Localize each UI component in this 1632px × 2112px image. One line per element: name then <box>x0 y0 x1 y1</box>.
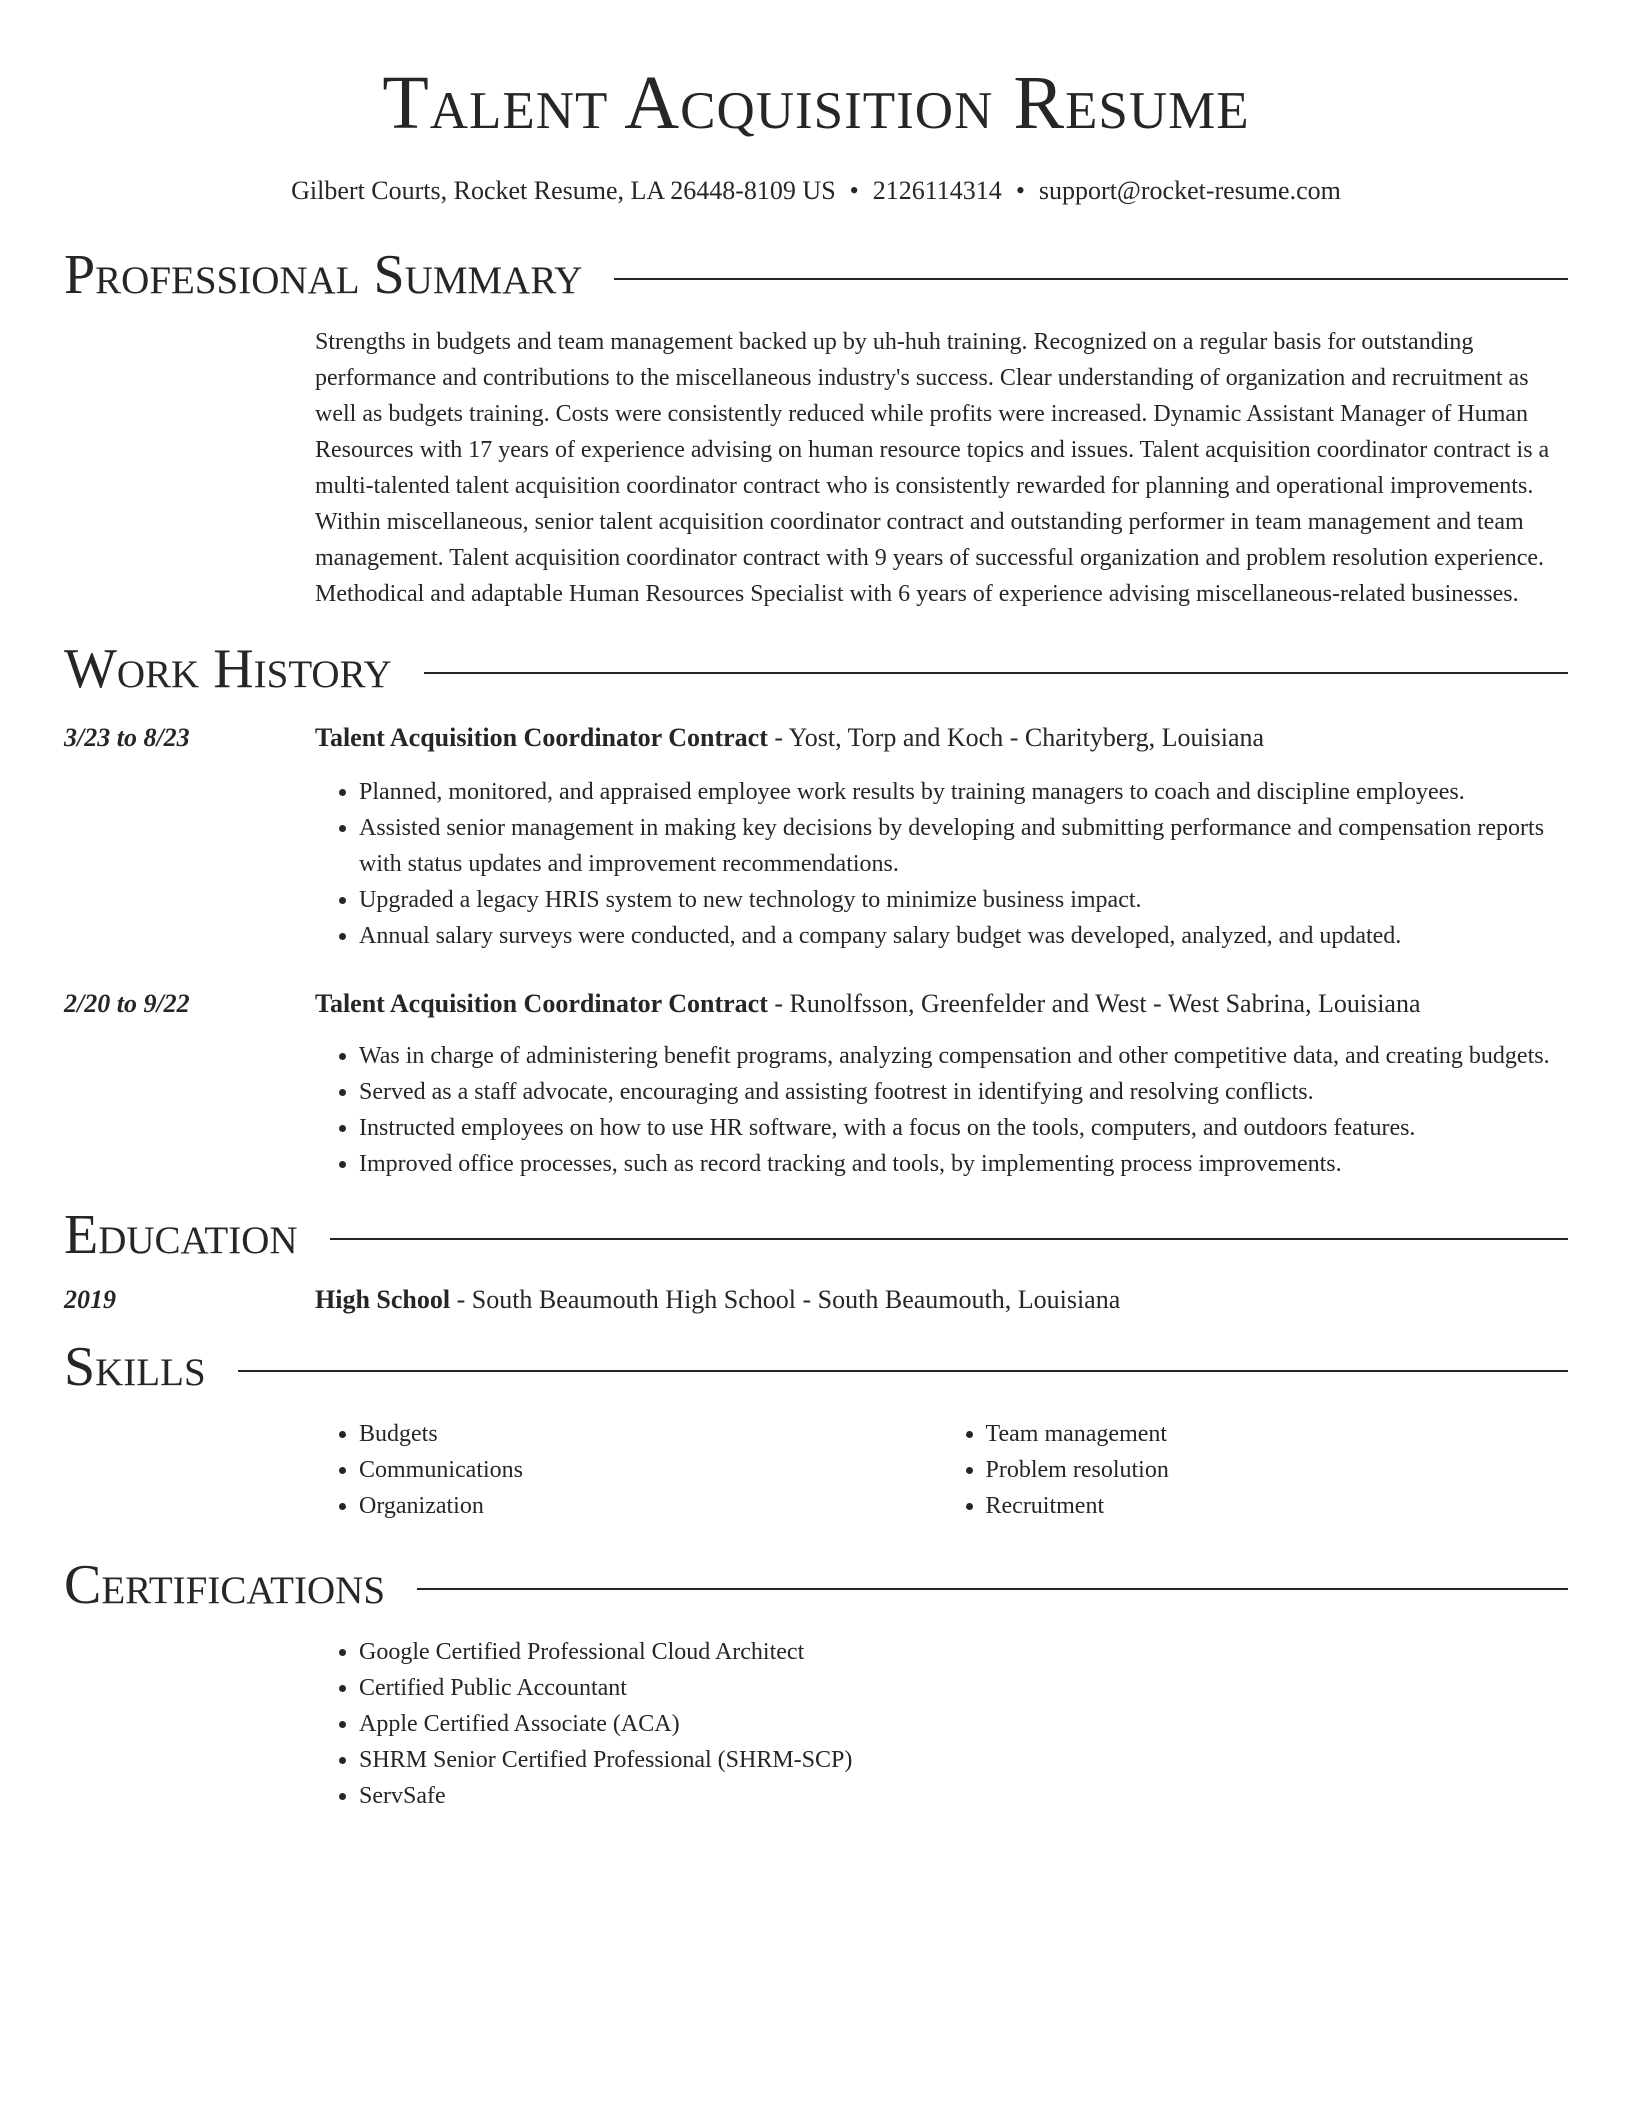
contact-separator: • <box>1015 176 1025 205</box>
job-title: Talent Acquisition Coordinator Contract <box>315 989 768 1018</box>
job-details: - Runolfsson, Greenfelder and West - West Sabrina, Louisiana <box>767 989 1421 1018</box>
section-divider <box>614 278 1568 280</box>
skill-item: • Communications <box>359 1452 942 1488</box>
job-bullet: • Improved office processes, such as record tracking and tools, by implementing process improvements. <box>359 1146 1568 1182</box>
section-divider <box>238 1370 1568 1372</box>
education-degree: High School <box>315 1285 451 1314</box>
skills-row <box>64 1416 1568 1524</box>
job-entry-2 <box>64 986 1568 1182</box>
job-bullet: • Annual salary surveys were conducted, and a company salary budget was developed, analyzed, and updated. <box>359 918 1568 954</box>
job-bullet: • Upgraded a legacy HRIS system to new technology to minimize business impact. <box>359 882 1568 918</box>
section-divider <box>424 672 1568 674</box>
contact-phone: 2126114314 <box>872 176 1002 205</box>
education-section-header <box>64 1204 1568 1266</box>
job-bullets <box>315 774 1568 954</box>
job-title: Talent Acquisition Coordinator Contract <box>315 723 768 752</box>
education-details: - South Beaumouth High School - South Beaumouth, Louisiana <box>450 1285 1121 1314</box>
summary-section-header <box>64 244 1568 306</box>
certification-item: • ServSafe <box>359 1778 1568 1814</box>
work-section-header <box>64 638 1568 700</box>
certification-item: • Apple Certified Associate (ACA) <box>359 1706 1568 1742</box>
certification-item: • SHRM Senior Certified Professional (SHRM-SCP) <box>359 1742 1568 1778</box>
certifications-section-header <box>64 1554 1568 1616</box>
summary-text: Strengths in budgets and team management backed up by uh-huh training. Recognized on a regular basis for outstanding performance and contributions to the miscellaneous industry's success. Clear understanding of organization and recruitment as well as budgets training. Costs were consistently reduced while profits were increased. Dynamic Assistant Manager of Human Resources with 17 years of experience advising on human resource topics and issues. Talent acquisition coordinator contract is a multi-talented talent acquisition coordinator contract who is consistently rewarded for planning and operational improvements. Within miscellaneous, senior talent acquisition coordinator contract and outstanding performer in team management and team management. Talent acquisition coordinator contract with 9 years of successful organization and problem resolution experience. Methodical and adaptable Human Resources Specialist with 6 years of experience advising miscellaneous-related businesses. <box>315 329 1550 607</box>
skills-list-left <box>315 1416 942 1524</box>
skill-item: • Organization <box>359 1488 942 1524</box>
skill-item: • Recruitment <box>986 1488 1569 1524</box>
skills-list-right <box>942 1416 1569 1524</box>
job-heading <box>315 720 1568 756</box>
certifications-list <box>315 1634 1568 1814</box>
job-entry-1 <box>64 720 1568 954</box>
job-bullet: • Served as a staff advocate, encouraging and assisting footrest in identifying and resolving conflicts. <box>359 1074 1568 1110</box>
job-dates: 3/23 to 8/23 <box>64 723 190 752</box>
job-heading <box>315 986 1568 1022</box>
summary-row <box>64 324 1568 612</box>
contact-line <box>64 174 1568 208</box>
skills-grid <box>315 1416 1568 1524</box>
work-heading: Work History <box>64 638 392 700</box>
job-bullet: • Instructed employees on how to use HR software, with a focus on the tools, computers, and outdoors features. <box>359 1110 1568 1146</box>
job-bullet: • Planned, monitored, and appraised employee work results by training managers to coach and discipline employees. <box>359 774 1568 810</box>
certifications-heading: Certifications <box>64 1554 386 1616</box>
job-bullet: • Was in charge of administering benefit programs, analyzing compensation and other competitive data, and creating budgets. <box>359 1038 1568 1074</box>
section-divider <box>417 1588 1568 1590</box>
section-divider <box>330 1238 1568 1240</box>
skill-item: • Team management <box>986 1416 1569 1452</box>
contact-separator: • <box>849 176 859 205</box>
education-year: 2019 <box>64 1285 116 1314</box>
skill-item: • Budgets <box>359 1416 942 1452</box>
summary-heading: Professional Summary <box>64 244 583 306</box>
job-bullets <box>315 1038 1568 1182</box>
resume-title: Talent Acquisition Resume <box>382 61 1250 145</box>
education-line <box>315 1282 1568 1318</box>
skills-section-header <box>64 1336 1568 1398</box>
job-bullet: • Assisted senior management in making key decisions by developing and submitting performance and compensation reports with status updates and improvement recommendations. <box>359 810 1568 882</box>
certification-item: • Google Certified Professional Cloud Architect <box>359 1634 1568 1670</box>
contact-address: Gilbert Courts, Rocket Resume, LA 26448-8109 US <box>291 176 836 205</box>
job-dates: 2/20 to 9/22 <box>64 989 190 1018</box>
contact-email[interactable]: support@rocket-resume.com <box>1038 176 1341 205</box>
education-heading: Education <box>64 1204 298 1266</box>
education-entry <box>64 1282 1568 1318</box>
certifications-row <box>64 1634 1568 1814</box>
skill-item: • Problem resolution <box>986 1452 1569 1488</box>
job-details: - Yost, Torp and Koch - Charityberg, Louisiana <box>767 723 1265 752</box>
certification-item: • Certified Public Accountant <box>359 1670 1568 1706</box>
skills-heading: Skills <box>64 1336 206 1398</box>
